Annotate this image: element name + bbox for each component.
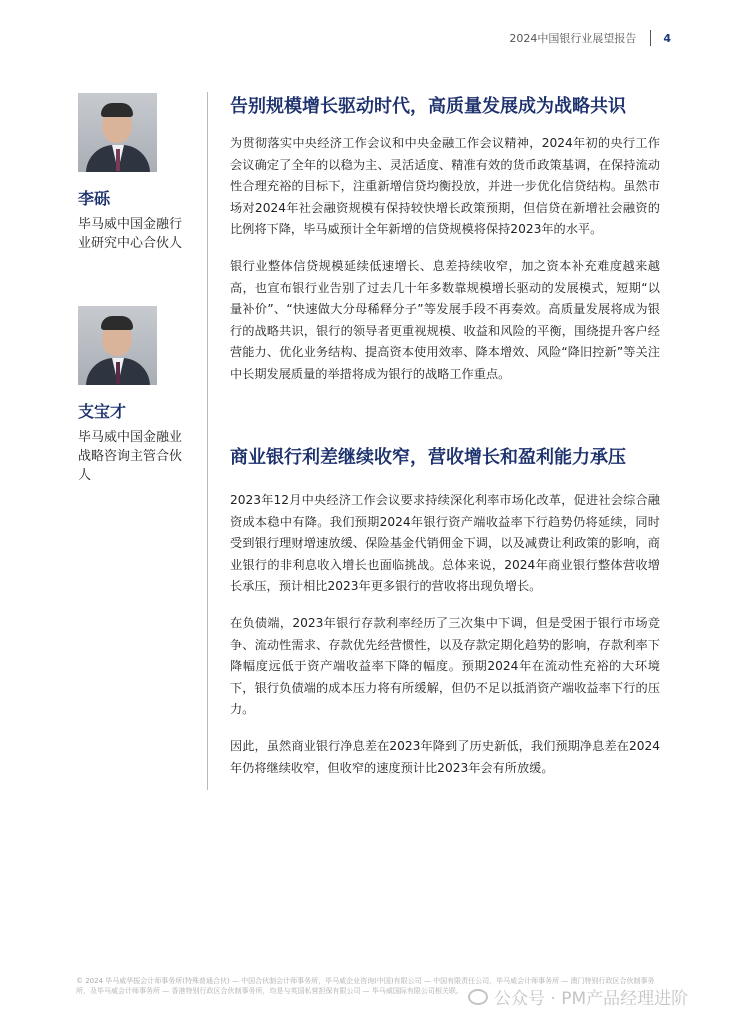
author-name: 支宝才: [78, 402, 127, 421]
footer-legal: © 2024 毕马威华振会计师事务所(特殊普通合伙) — 中国合伙制会计师事务所，毕马威企业咨询(中国)有限公司 — 中国有限责任公司，毕马威会计师事务所 — 澳门特别行政区合伙制事务所，及毕马威会计师事务所 — 香港特别行政区合伙制事务所，均是与英国私营担保有限公司 — 毕马威国际有限公司相关联。: [76, 977, 655, 995]
author-card: [78, 93, 198, 253]
section-strategy: [230, 95, 660, 386]
report-title: 2024中国银行业展望报告: [509, 32, 637, 45]
section-heading: 告别规模增长驱动时代，高质量发展成为战略共识: [230, 96, 626, 117]
author-role: 毕马威中国金融行业研究中心合伙人: [78, 217, 183, 251]
page-header: [509, 30, 671, 46]
author-card: [78, 306, 198, 485]
watermark: [468, 984, 688, 1009]
section-heading: 商业银行利差继续收窄，营收增长和盈利能力承压: [230, 447, 626, 468]
page-number: 4: [663, 31, 671, 45]
wechat-icon: [468, 989, 488, 1005]
watermark-text: 公众号 · PM产品经理进阶: [494, 989, 689, 1009]
column-divider: [207, 92, 208, 790]
section-margins: [230, 446, 660, 779]
paragraph: 因此，虽然商业银行净息差在2023年降到了历史新低，我们预期净息差在2024年仍将继续收窄，但收窄的速度预计比2023年会有所放缓。: [230, 738, 660, 775]
author-photo: [78, 93, 157, 172]
author-name: 李砾: [78, 189, 111, 208]
author-role: 毕马威中国金融业战略咨询主管合伙人: [78, 430, 183, 483]
paragraph: 在负债端，2023年银行存款利率经历了三次集中下调，但是受困于银行市场竞争、流动性需求、存款优先经营惯性，以及存款定期化趋势的影响，存款利率下降幅度远低于资产端收益率下降的幅度。预期2024年在流动性充裕的大环境下，银行负债端的成本压力将有所缓解，但仍不足以抵消资产端收益率下行的压力。: [230, 615, 660, 717]
header-divider: [650, 30, 651, 46]
paragraph: 为贯彻落实中央经济工作会议和中央金融工作会议精神，2024年初的央行工作会议确定了全年的以稳为主、灵活适度、精准有效的货币政策基调，在保持流动性合理充裕的目标下，注重新增信贷均衡投放，并进一步优化信贷结构。虽然市场对2024年社会融资规模有保持较快增长政策预期，但信贷在新增社会融资的比例将下降，毕马威预计全年新增的信贷规模将保持2023年的水平。: [230, 136, 660, 237]
paragraph: 2023年12月中央经济工作会议要求持续深化利率市场化改革，促进社会综合融资成本稳中有降。我们预期2024年银行资产端收益率下行趋势仍将延续，同时受到银行理财增速放缓、保险基金代销佣金下调，以及减费让利政策的影响，商业银行的非利息收入增长也面临挑战。总体来说，2024年商业银行整体营收增长承压，预计相比2023年更多银行的营收将出现负增长。: [230, 493, 660, 594]
paragraph: 银行业整体信贷规模延续低速增长、息差持续收窄，加之资本补充难度越来越高，也宣布银行业告别了过去几十年多数靠规模增长驱动的发展模式，短期“以量补价”、“快速做大分母稀释分子”等发展手段不再奏效。高质量发展将成为银行的战略共识，银行的领导者更重视规模、收益和风险的平衡，围绕提升客户经营能力、优化业务结构、提高资本使用效率、降本增效、风险“降旧控新”等关注中长期发展质量的举措将成为银行的战略工作重点。: [230, 258, 660, 381]
author-photo: [78, 306, 157, 385]
